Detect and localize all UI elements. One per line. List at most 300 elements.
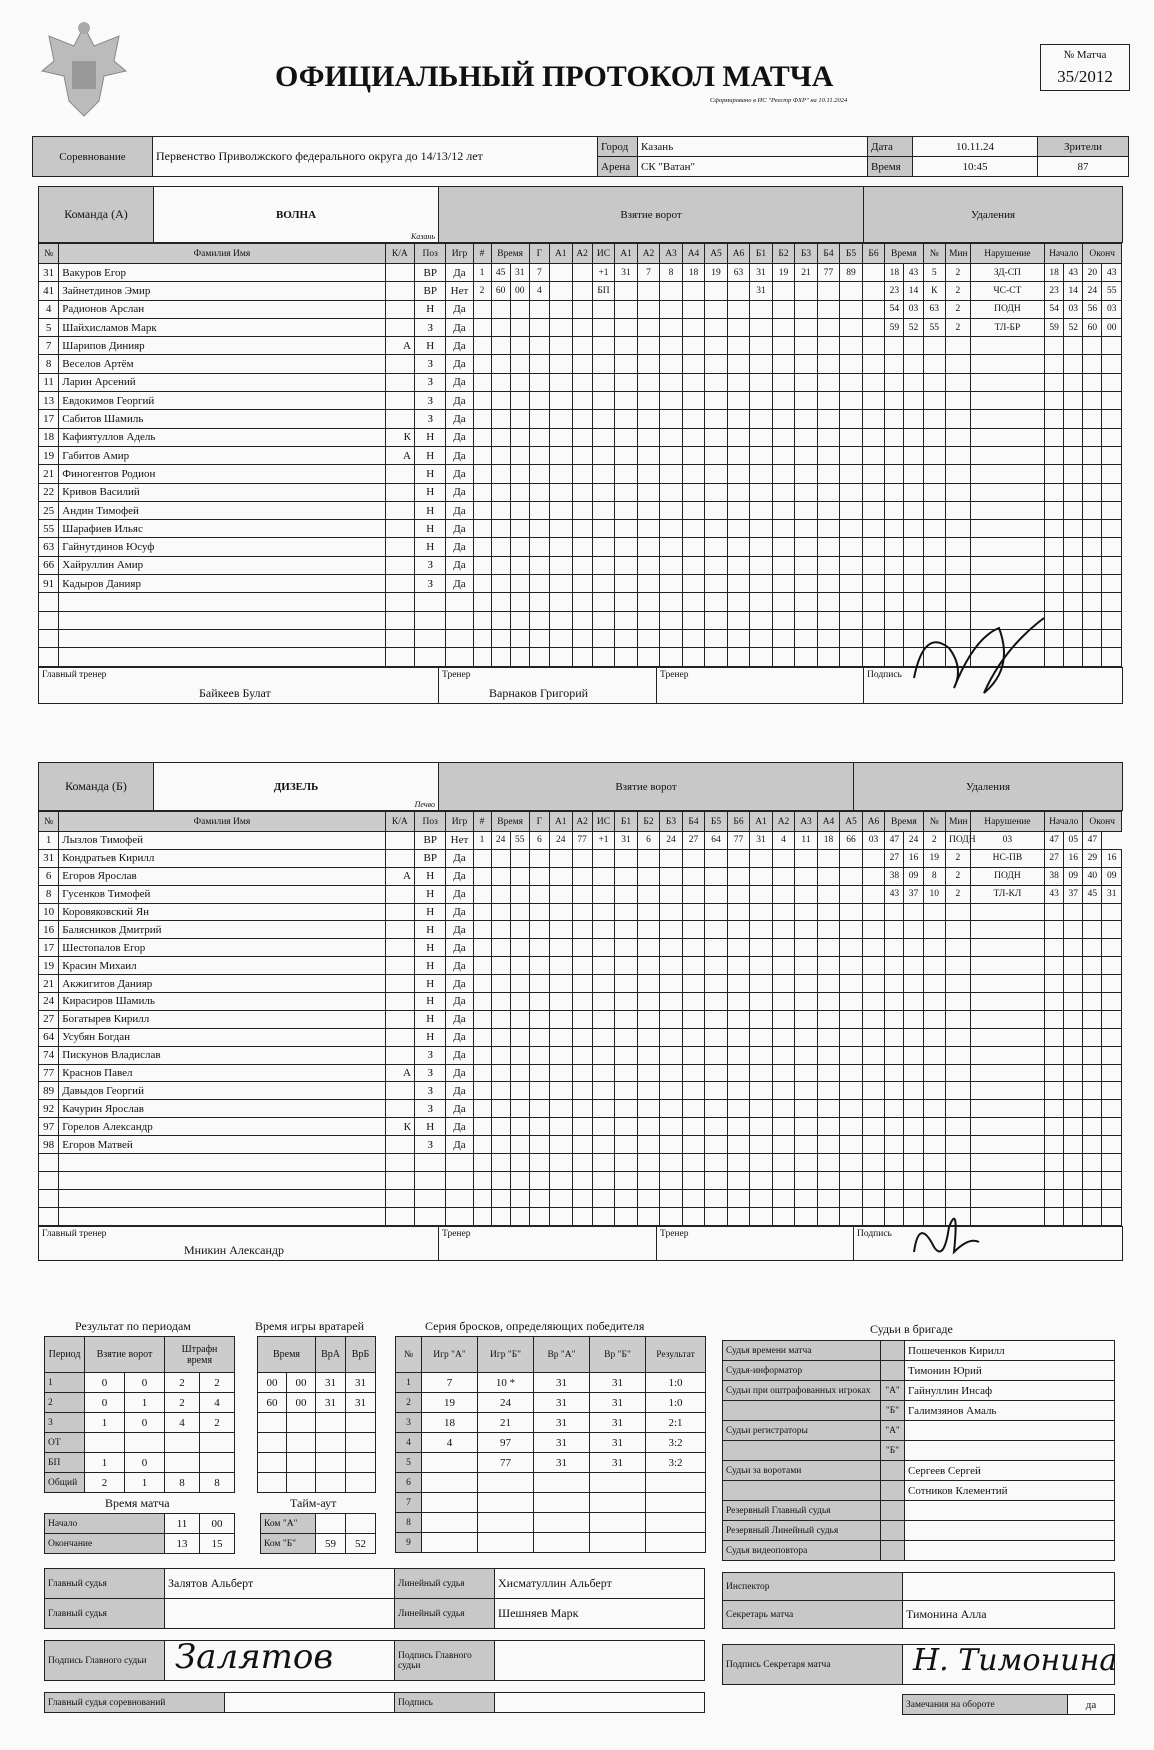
penalty-cell xyxy=(1064,483,1083,501)
player-role xyxy=(385,575,414,593)
penalty-cell xyxy=(904,975,923,993)
goal-cell xyxy=(550,465,573,483)
team-a-section xyxy=(38,186,1122,704)
player-row xyxy=(39,1064,1122,1082)
goal-cell xyxy=(750,483,773,501)
goal-cell xyxy=(840,975,863,993)
player-number: 19 xyxy=(39,957,59,975)
goal-cell xyxy=(473,1189,491,1207)
goal-cell xyxy=(572,520,592,538)
penalty-cell xyxy=(923,1028,946,1046)
goal-cell xyxy=(840,1046,863,1064)
goal-cell xyxy=(862,1046,885,1064)
goal-cell xyxy=(637,556,660,574)
goal-cell xyxy=(491,593,510,611)
goal-cell xyxy=(615,885,638,903)
goal-cell xyxy=(637,1118,660,1136)
penalty-cell xyxy=(946,939,971,957)
secretary-signature-cell xyxy=(903,1643,1118,1685)
penalty-cell xyxy=(1064,465,1083,483)
penalty-cell xyxy=(1045,939,1064,957)
goal-cell xyxy=(550,538,573,556)
goal-cell xyxy=(682,611,705,629)
penalty-cell: 8 xyxy=(923,867,946,885)
player-role xyxy=(385,629,414,647)
player-position: З xyxy=(414,1082,446,1100)
penalty-cell xyxy=(1102,410,1122,428)
goal-cell xyxy=(491,1171,510,1189)
player-name: Кафиятуллов Адель xyxy=(59,428,385,446)
penalty-cell: 2 xyxy=(946,885,971,903)
goal-cell xyxy=(615,1171,638,1189)
goal-cell: 2 xyxy=(473,282,491,300)
goal-cell xyxy=(550,483,573,501)
ref-team: "А" xyxy=(881,1421,905,1441)
player-plays xyxy=(446,611,473,629)
penalty-cell xyxy=(923,538,946,556)
goal-cell xyxy=(862,465,885,483)
penalty-cell xyxy=(904,556,923,574)
goal-cell xyxy=(772,538,795,556)
goal-cell xyxy=(862,501,885,519)
player-number: 66 xyxy=(39,556,59,574)
penalty-cell: 2 xyxy=(946,282,971,300)
player-role xyxy=(385,282,414,300)
goal-cell xyxy=(473,501,491,519)
penalty-cell: 09 xyxy=(1064,867,1083,885)
player-position: ВР xyxy=(414,264,446,282)
player-name: Кирасиров Шамиль xyxy=(59,993,385,1011)
gk-cell: 00 xyxy=(258,1373,287,1393)
player-role xyxy=(385,921,414,939)
gk-cell xyxy=(258,1473,287,1493)
goal-cell xyxy=(772,575,795,593)
penalty-cell xyxy=(1083,1171,1102,1189)
goal-cell xyxy=(862,446,885,464)
player-role xyxy=(385,1154,414,1172)
player-plays: Нет xyxy=(446,282,473,300)
goal-cell xyxy=(795,939,818,957)
goal-cell xyxy=(637,373,660,391)
goal-cell xyxy=(705,446,728,464)
player-name: Коровяковский Ян xyxy=(59,903,385,921)
goal-cell xyxy=(840,556,863,574)
goal-cell xyxy=(660,1082,683,1100)
penalty-cell xyxy=(885,903,904,921)
goal-cell xyxy=(660,867,683,885)
penalty-cell xyxy=(923,575,946,593)
goal-cell xyxy=(510,921,529,939)
penalty-cell xyxy=(885,921,904,939)
goal-cell xyxy=(750,975,773,993)
penalty-cell xyxy=(970,921,1044,939)
arena-label: Арена xyxy=(598,157,638,177)
penalty-cell xyxy=(946,501,971,519)
penalty-cell xyxy=(1064,538,1083,556)
penalty-cell xyxy=(1083,1118,1102,1136)
penalty-cell xyxy=(946,921,971,939)
coach-a-signature xyxy=(904,608,1054,708)
penalty-cell: 03 xyxy=(1102,300,1122,318)
penalty-cell xyxy=(923,410,946,428)
player-role xyxy=(385,318,414,336)
match-time-table xyxy=(44,1513,235,1554)
player-role xyxy=(385,1171,414,1189)
goal-cell xyxy=(473,993,491,1011)
goal-cell xyxy=(682,575,705,593)
goal-cell xyxy=(592,520,615,538)
goal-cell xyxy=(615,318,638,336)
penalty-cell: 14 xyxy=(1064,282,1083,300)
goal-cell xyxy=(682,465,705,483)
penalty-cell xyxy=(1102,1028,1122,1046)
shootout-row xyxy=(396,1413,706,1433)
player-number: 16 xyxy=(39,921,59,939)
goal-cell xyxy=(529,392,549,410)
goal-cell xyxy=(705,337,728,355)
goal-cell xyxy=(637,337,660,355)
gk-title: Время игры вратарей xyxy=(255,1319,364,1333)
goal-cell xyxy=(550,337,573,355)
col-header: № xyxy=(39,244,59,264)
goal-cell xyxy=(529,1100,549,1118)
penalty-cell xyxy=(1064,410,1083,428)
penalty-cell xyxy=(1083,428,1102,446)
gk-cell xyxy=(346,1433,376,1453)
goal-cell xyxy=(795,446,818,464)
goal-cell xyxy=(772,446,795,464)
gk-cell xyxy=(287,1433,316,1453)
penalty-cell xyxy=(970,1028,1044,1046)
goal-cell xyxy=(817,410,840,428)
col-header: К/А xyxy=(385,812,414,832)
penalty-cell xyxy=(946,337,971,355)
goal-cell xyxy=(772,300,795,318)
line-ref-2: Шешняев Марк xyxy=(495,1599,705,1629)
period-cell: 1 xyxy=(125,1393,165,1413)
goal-cell xyxy=(795,1189,818,1207)
goal-cell xyxy=(795,520,818,538)
period-cell: 2 xyxy=(45,1393,85,1413)
goal-cell xyxy=(727,1171,750,1189)
goal-cell xyxy=(660,885,683,903)
goal-cell xyxy=(727,538,750,556)
goal-cell xyxy=(817,648,840,666)
goal-cell: 1 xyxy=(473,832,491,850)
comp-ref-sign xyxy=(495,1693,705,1713)
shootout-cell xyxy=(422,1473,478,1493)
player-name: Акжигитов Данияр xyxy=(59,975,385,993)
penalty-cell xyxy=(970,1171,1044,1189)
team-a-city: Казань xyxy=(410,232,435,241)
goal-cell xyxy=(750,1171,773,1189)
goal-cell xyxy=(682,501,705,519)
goal-cell xyxy=(817,501,840,519)
player-name: Гайнутдинов Юсуф xyxy=(59,538,385,556)
penalty-cell xyxy=(1045,337,1064,355)
goal-cell xyxy=(473,1118,491,1136)
penalty-cell xyxy=(1102,1189,1122,1207)
goal-cell xyxy=(862,867,885,885)
penalty-cell xyxy=(885,1064,904,1082)
goal-cell xyxy=(772,939,795,957)
goal-cell xyxy=(795,428,818,446)
goal-cell xyxy=(660,975,683,993)
goal-cell xyxy=(592,318,615,336)
goal-cell xyxy=(550,1207,573,1225)
penalty-cell xyxy=(1064,993,1083,1011)
ref-name: Сергеев Сергей xyxy=(905,1461,1115,1481)
main-ref-2-signature xyxy=(495,1641,705,1681)
col-header: Б4 xyxy=(682,812,705,832)
goal-cell xyxy=(615,501,638,519)
goal-cell xyxy=(473,629,491,647)
penalty-cell xyxy=(1102,556,1122,574)
penalty-cell xyxy=(923,355,946,373)
goal-cell xyxy=(727,1082,750,1100)
penalty-cell xyxy=(885,373,904,391)
goal-cell xyxy=(817,885,840,903)
goal-cell xyxy=(550,1028,573,1046)
player-number xyxy=(39,611,59,629)
player-row xyxy=(39,903,1122,921)
penalty-cell: 27 xyxy=(885,849,904,867)
goal-cell xyxy=(795,1010,818,1028)
col-header: ИС xyxy=(592,812,615,832)
date: 10.11.24 xyxy=(913,137,1038,157)
goal-cell xyxy=(473,593,491,611)
goal-cell xyxy=(727,849,750,867)
goal-cell xyxy=(615,629,638,647)
shootout-cell: 1:0 xyxy=(646,1393,706,1413)
player-number: 77 xyxy=(39,1064,59,1082)
player-name: Шестопалов Егор xyxy=(59,939,385,957)
penalty-cell xyxy=(1064,611,1083,629)
shootout-cell: 8 xyxy=(396,1513,422,1533)
goal-cell xyxy=(772,1118,795,1136)
player-name: Красин Михаил xyxy=(59,957,385,975)
player-position xyxy=(414,1171,446,1189)
competition: Первенство Приволжского федерального округа до 14/13/12 лет xyxy=(153,137,598,177)
player-plays: Да xyxy=(446,849,473,867)
penalty-cell xyxy=(923,556,946,574)
shootout-cell: 31 xyxy=(534,1413,590,1433)
shootout-col: Вр "А" xyxy=(534,1337,590,1373)
goal-cell xyxy=(491,337,510,355)
player-position: З xyxy=(414,556,446,574)
player-plays: Да xyxy=(446,921,473,939)
goal-cell xyxy=(615,282,638,300)
shootout-cell: 97 xyxy=(478,1433,534,1453)
goal-cell xyxy=(491,538,510,556)
goal-cell xyxy=(817,957,840,975)
goal-cell xyxy=(592,648,615,666)
goal-cell xyxy=(550,867,573,885)
goal-cell xyxy=(572,355,592,373)
penalty-cell xyxy=(946,1064,971,1082)
goal-cell xyxy=(637,465,660,483)
goal-cell xyxy=(615,520,638,538)
goal-cell xyxy=(727,993,750,1011)
goal-cell xyxy=(592,593,615,611)
player-row xyxy=(39,993,1122,1011)
player-position: Н xyxy=(414,337,446,355)
col-header: Б5 xyxy=(840,244,863,264)
goal-cell xyxy=(727,903,750,921)
penalty-cell xyxy=(885,648,904,666)
goal-cell xyxy=(637,1082,660,1100)
goal-cell xyxy=(772,392,795,410)
goal-cell xyxy=(550,1082,573,1100)
penalty-cell xyxy=(1102,611,1122,629)
player-name: Егоров Матвей xyxy=(59,1136,385,1154)
goal-cell xyxy=(491,1118,510,1136)
goal-cell xyxy=(615,1136,638,1154)
player-name xyxy=(59,1207,385,1225)
goal-cell xyxy=(529,957,549,975)
goal-cell xyxy=(550,520,573,538)
goal-cell xyxy=(772,282,795,300)
shootout-cell xyxy=(590,1473,646,1493)
player-plays xyxy=(446,593,473,611)
penalty-cell xyxy=(1045,903,1064,921)
player-role xyxy=(385,1046,414,1064)
goal-cell xyxy=(705,575,728,593)
player-position: Н xyxy=(414,975,446,993)
goal-cell xyxy=(750,885,773,903)
goal-cell xyxy=(795,465,818,483)
goal-cell xyxy=(510,611,529,629)
player-role xyxy=(385,1028,414,1046)
penalty-cell: 54 xyxy=(885,300,904,318)
goal-cell xyxy=(727,318,750,336)
goal-cell xyxy=(772,373,795,391)
gk-cell: 31 xyxy=(346,1393,376,1413)
penalty-cell xyxy=(923,993,946,1011)
goal-cell xyxy=(592,921,615,939)
goal-cell xyxy=(727,1189,750,1207)
goal-cell xyxy=(510,867,529,885)
shootout-cell: 7 xyxy=(396,1493,422,1513)
penalty-cell: ЧС-СТ xyxy=(970,282,1044,300)
goal-cell: 31 xyxy=(750,282,773,300)
player-plays: Да xyxy=(446,355,473,373)
goal-cell xyxy=(772,1046,795,1064)
penalty-cell xyxy=(885,593,904,611)
col-header: Б1 xyxy=(750,244,773,264)
goal-cell xyxy=(473,1100,491,1118)
goal-cell xyxy=(473,1136,491,1154)
penalty-cell xyxy=(946,957,971,975)
penalty-cell: 05 xyxy=(1064,832,1083,850)
goal-cell xyxy=(529,648,549,666)
coach-label: Тренер xyxy=(442,1228,471,1239)
col-header: Г xyxy=(529,812,549,832)
goals-header-b: Взятие ворот xyxy=(439,763,854,811)
ref-name: Тимонин Юрий xyxy=(905,1361,1115,1381)
penalty-cell xyxy=(970,1136,1044,1154)
player-row xyxy=(39,867,1122,885)
penalty-cell xyxy=(1064,428,1083,446)
goal-cell xyxy=(473,1207,491,1225)
goal-cell xyxy=(572,849,592,867)
penalty-cell xyxy=(923,939,946,957)
pim-col: Штрафн время xyxy=(165,1337,235,1373)
goal-cell xyxy=(817,373,840,391)
player-position: Н xyxy=(414,465,446,483)
goal-cell xyxy=(510,465,529,483)
goal-cell: 21 xyxy=(795,264,818,282)
player-plays: Да xyxy=(446,1136,473,1154)
timeout-b-m: 59 xyxy=(316,1534,346,1554)
goal-cell xyxy=(510,1171,529,1189)
player-name: Сабитов Шамиль xyxy=(59,410,385,428)
penalty-cell xyxy=(1102,957,1122,975)
goal-cell xyxy=(491,1028,510,1046)
period-cell: 0 xyxy=(85,1393,125,1413)
goal-cell xyxy=(795,1207,818,1225)
formed-note: Сформировано в ИС "Реестр ФХР" на 10.11.2024 xyxy=(710,97,848,104)
period-cell: 2 xyxy=(200,1413,235,1433)
player-plays: Да xyxy=(446,939,473,957)
goal-cell xyxy=(529,975,549,993)
ref-role: Судьи при оштрафованных игроках xyxy=(723,1381,881,1401)
player-position: З xyxy=(414,1046,446,1064)
penalty-cell xyxy=(1102,593,1122,611)
goal-cell xyxy=(840,538,863,556)
player-name xyxy=(59,1154,385,1172)
competition-label: Соревнование xyxy=(33,137,153,177)
penalty-cell xyxy=(1102,1010,1122,1028)
goal-cell xyxy=(795,501,818,519)
goal-cell: +1 xyxy=(592,832,615,850)
goal-cell xyxy=(817,1136,840,1154)
penalty-cell xyxy=(923,1046,946,1064)
refs-table xyxy=(722,1340,1115,1561)
goal-cell xyxy=(660,648,683,666)
penalty-cell xyxy=(885,1010,904,1028)
penalty-cell xyxy=(1102,1154,1122,1172)
goal-cell xyxy=(473,392,491,410)
penalty-cell xyxy=(904,1082,923,1100)
goal-cell xyxy=(660,355,683,373)
penalty-cell: 16 xyxy=(904,849,923,867)
city: Казань xyxy=(638,137,868,157)
goal-cell xyxy=(817,1064,840,1082)
col-header: Б3 xyxy=(660,812,683,832)
goal-cell xyxy=(572,1154,592,1172)
goal-cell xyxy=(510,629,529,647)
goal-cell xyxy=(817,629,840,647)
goal-cell xyxy=(840,282,863,300)
timeout-b-label: Ком "Б" xyxy=(261,1534,316,1554)
goal-cell xyxy=(817,849,840,867)
penalty-cell xyxy=(970,575,1044,593)
ref-team: "А" xyxy=(881,1381,905,1401)
player-plays xyxy=(446,648,473,666)
penalty-cell xyxy=(904,410,923,428)
goal-cell xyxy=(510,593,529,611)
goal-cell xyxy=(840,957,863,975)
goal-cell xyxy=(705,428,728,446)
start-label: Начало xyxy=(45,1514,165,1534)
penalty-cell: ЗД-СП xyxy=(970,264,1044,282)
goal-cell xyxy=(795,629,818,647)
goal-cell xyxy=(727,867,750,885)
penalty-cell: 60 xyxy=(1083,318,1102,336)
shootout-cell: 31 xyxy=(590,1413,646,1433)
penalty-cell xyxy=(923,392,946,410)
